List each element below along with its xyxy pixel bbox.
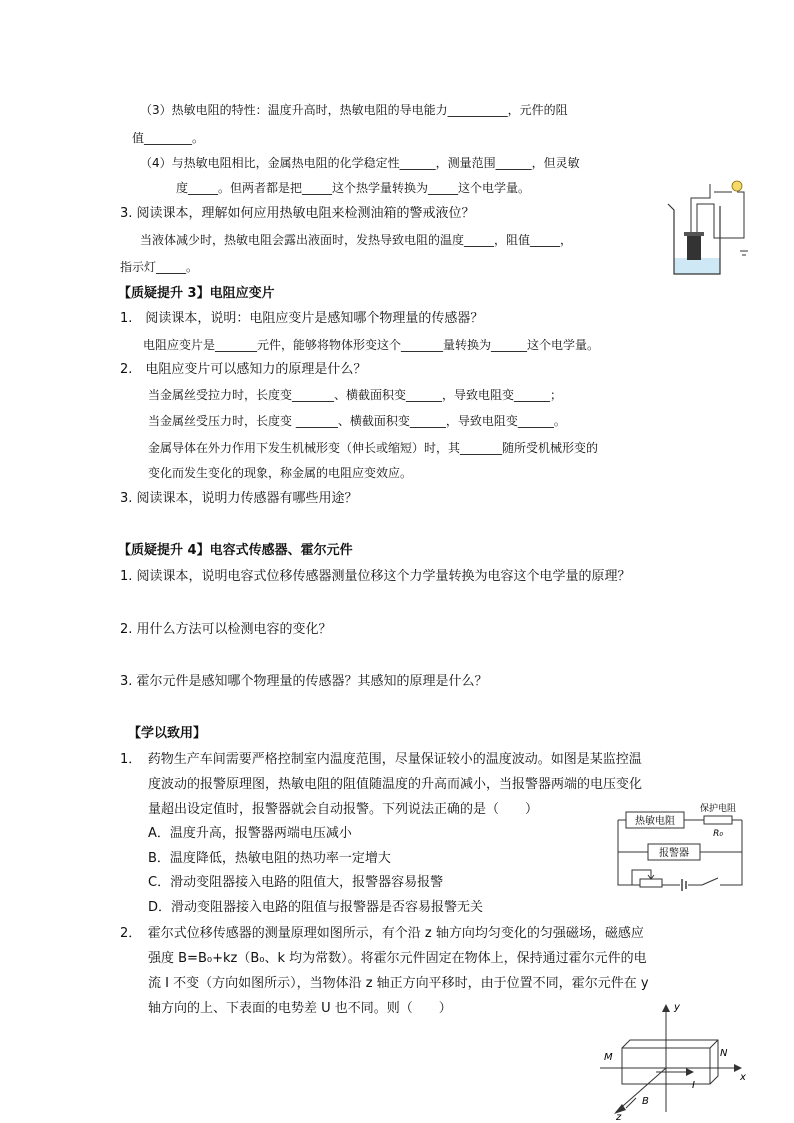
item3-answer-2: 指示灯_____。 (120, 260, 199, 274)
p1-option-d: D．滑动变阻器接入电路的阻值与报警器是否容易报警无关 (148, 900, 484, 915)
alarm-label: 报警器 (659, 848, 689, 859)
p1-option-a: A．温度升高，报警器两端电压减小 (148, 826, 352, 841)
s3-q1: 1. 阅读课本，说明：电阻应变片是感知哪个物理量的传感器？ (120, 311, 484, 326)
hall-element-figure (596, 1000, 756, 1120)
s4-q1: 1. 阅读课本，说明电容式位移传感器测量位移这个力学量转换为电容这个电学量的原理？ (120, 569, 631, 584)
x-axis-label: x (740, 1072, 746, 1083)
x-axis-arrow (734, 1064, 742, 1072)
s3-q2-answer-3: 金属导体在外力作用下发生机械形变（伸长或缩短）时，其_______随所受机械形变的 (148, 441, 599, 455)
q4-line-2: 度_____。但两者都是把_____这个热学量转换为_____这个电学量。 (176, 181, 531, 195)
p1-option-b: B．温度降低，热敏电阻的热功率一定增大 (148, 851, 391, 866)
q3-line-2: 值________。 (132, 131, 205, 145)
s3-q2-answer-4: 变化而发生变化的现象，称金属的电阻应变效应。 (148, 466, 413, 480)
q3-line-1: （3）热敏电阻的特性：温度升高时，热敏电阻的导电能力__________，元件的阻 (140, 103, 568, 117)
s4-q2: 2. 用什么方法可以检测电容的变化？ (120, 622, 332, 637)
r0-label: R₀ (713, 829, 723, 839)
alarm-circuit-figure (612, 800, 750, 892)
apply-title: 【学以致用】 (128, 726, 207, 741)
protect-resistor (704, 816, 732, 824)
n-label: N (720, 1048, 728, 1059)
m-label: M (604, 1052, 613, 1063)
p1-line-2: 度波动的报警原理图，热敏电阻的阻值随温度的升高而减小，当报警器两端的电压变化 (148, 777, 643, 792)
y-axis-label: y (674, 1002, 680, 1013)
liquid (674, 258, 720, 274)
protect-label: 保护电阻 (699, 804, 737, 814)
item3-question: 3. 阅读课本，理解如何应用热敏电阻来检测油箱的警戒液位？ (120, 206, 475, 221)
rheostat (640, 879, 662, 887)
s4-q3: 3. 霍尔元件是感知哪个物理量的传感器？其感知的原理是什么？ (120, 674, 488, 689)
p1-option-c: C．滑动变阻器接入电路的阻值大，报警器容易报警 (148, 875, 444, 890)
item3-answer-1: 当液体减少时，热敏电阻会露出液面时，发热导致电阻的温度_____，阻值_____， (140, 233, 573, 247)
p1-line-3: 量超出设定值时，报警器就会自动报警。下列说法正确的是（ ） (148, 802, 539, 817)
section3-title: 【质疑提升 3】电阻应变片 (118, 286, 275, 301)
s3-q2: 2. 电阻应变片可以感知力的原理是什么？ (120, 362, 367, 377)
thermistor-block (687, 234, 701, 260)
current-arrow (686, 1068, 694, 1076)
p1-line-1: 1． 药物生产车间需要严格控制室内温度范围，尽量保证较小的温度波动。如图是某监控温 (120, 752, 642, 767)
s3-q2-answer-1: 当金属丝受拉力时，长度变_______、横截面积变______，导致电阻变______； (148, 388, 563, 402)
p2-line-2: 强度 B=B₀+kz（B₀、k 均为常数）。将霍尔元件固定在物体上，保持通过霍尔元件的电 (148, 951, 647, 966)
lamp-icon (732, 181, 742, 191)
s3-q1-answer: 电阻应变片是_______元件，能够将物体形变这个_______量转换为______这个电学量。 (143, 338, 600, 352)
oil-tank-figure (662, 176, 757, 276)
z-axis-label: z (616, 1112, 622, 1120)
q4-line-1: （4）与热敏电阻相比，金属热电阻的化学稳定性______，测量范围______，但灵敏 (140, 156, 580, 170)
p2-line-4: 轴方向的上、下表面的电势差 U 也不同。则（ ） (148, 1001, 452, 1016)
s3-q3: 3. 阅读课本，说明力传感器有哪些用途？ (120, 491, 358, 506)
section4-title: 【质疑提升 4】电容式传感器、霍尔元件 (118, 543, 353, 558)
s3-q2-answer-2: 当金属丝受压力时，长度变 _______、横截面积变______，导致电阻变______。 (148, 414, 566, 428)
current-label: I (692, 1080, 695, 1091)
hall-element-top (622, 1040, 718, 1084)
thermistor-label: 热敏电阻 (635, 816, 675, 827)
b-label: B (642, 1096, 649, 1107)
battery-icon (740, 251, 748, 255)
p2-line-1: 2． 霍尔式位移传感器的测量原理如图所示，有个沿 z 轴方向均匀变化的匀强磁场，磁感应 (120, 926, 644, 941)
p2-line-3: 流 I 不变（方向如图所示），当物体沿 z 轴正方向平移时，由于位置不同，霍尔元件在 y (148, 976, 649, 991)
y-axis-arrow (662, 1004, 670, 1012)
